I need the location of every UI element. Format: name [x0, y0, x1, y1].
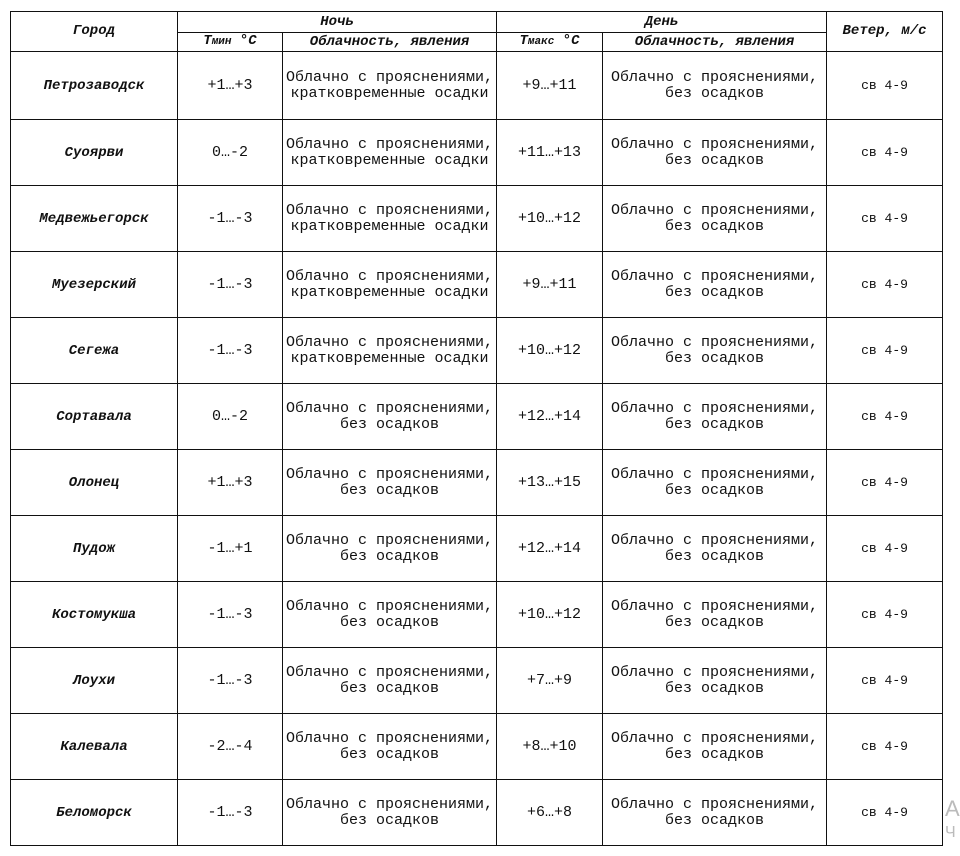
tmax-cell: +10…+12	[497, 186, 603, 252]
table-row	[11, 780, 943, 846]
tmin-cell: -1…-3	[178, 318, 283, 384]
city-cell: Калевала	[11, 714, 178, 780]
tmax-cell: +9…+11	[497, 52, 603, 120]
day-clouds-cell: Облачно с прояснениями, без осадков	[603, 582, 827, 648]
tmin-cell: -1…-3	[178, 252, 283, 318]
table-row	[11, 648, 943, 714]
wind-cell: св 4-9	[827, 120, 943, 186]
wind-cell: св 4-9	[827, 186, 943, 252]
night-clouds-cell: Облачно с прояснениями, без осадков	[283, 384, 497, 450]
header-city: Город	[11, 12, 178, 52]
wind-cell: св 4-9	[827, 318, 943, 384]
city-cell: Сегежа	[11, 318, 178, 384]
tmax-cell: +13…+15	[497, 450, 603, 516]
table-row	[11, 714, 943, 780]
table-row	[11, 252, 943, 318]
tmin-cell: -1…-3	[178, 780, 283, 846]
header-tmin: Tмин °С	[178, 33, 283, 52]
day-clouds-cell: Облачно с прояснениями, без осадков	[603, 318, 827, 384]
night-clouds-cell: Облачно с прояснениями, кратковременные осадки	[283, 318, 497, 384]
city-cell: Муезерский	[11, 252, 178, 318]
city-cell: Пудож	[11, 516, 178, 582]
tmax-cell: +10…+12	[497, 318, 603, 384]
table-row	[11, 120, 943, 186]
tmax-cell: +10…+12	[497, 582, 603, 648]
night-clouds-cell: Облачно с прояснениями, без осадков	[283, 516, 497, 582]
night-clouds-cell: Облачно с прояснениями, кратковременные осадки	[283, 186, 497, 252]
night-clouds-cell: Облачно с прояснениями, кратковременные осадки	[283, 120, 497, 186]
night-clouds-cell: Облачно с прояснениями, без осадков	[283, 582, 497, 648]
tmin-cell: -1…+1	[178, 516, 283, 582]
day-clouds-cell: Облачно с прояснениями, без осадков	[603, 516, 827, 582]
wind-cell: св 4-9	[827, 52, 943, 120]
day-clouds-cell: Облачно с прояснениями, без осадков	[603, 648, 827, 714]
night-clouds-cell: Облачно с прояснениями, кратковременные осадки	[283, 52, 497, 120]
tmax-cell: +12…+14	[497, 384, 603, 450]
day-clouds-cell: Облачно с прояснениями, без осадков	[603, 252, 827, 318]
night-clouds-cell: Облачно с прояснениями, кратковременные осадки	[283, 252, 497, 318]
tmax-cell: +11…+13	[497, 120, 603, 186]
day-clouds-cell: Облачно с прояснениями, без осадков	[603, 384, 827, 450]
night-clouds-cell: Облачно с прояснениями, без осадков	[283, 450, 497, 516]
city-cell: Олонец	[11, 450, 178, 516]
wind-cell: св 4-9	[827, 252, 943, 318]
watermark-line1: А	[945, 796, 960, 821]
header-tmax: Tмакс °С	[497, 33, 603, 52]
table-row	[11, 516, 943, 582]
wind-cell: св 4-9	[827, 384, 943, 450]
tmin-cell: -1…-3	[178, 648, 283, 714]
tmax-cell: +9…+11	[497, 252, 603, 318]
table-row	[11, 384, 943, 450]
header-day: День	[497, 12, 827, 33]
day-clouds-cell: Облачно с прояснениями, без осадков	[603, 450, 827, 516]
table-row	[11, 318, 943, 384]
city-cell: Суоярви	[11, 120, 178, 186]
city-cell: Костомукша	[11, 582, 178, 648]
tmin-cell: 0…-2	[178, 120, 283, 186]
city-cell: Лоухи	[11, 648, 178, 714]
wind-cell: св 4-9	[827, 714, 943, 780]
tmax-cell: +6…+8	[497, 780, 603, 846]
tmax-cell: +8…+10	[497, 714, 603, 780]
city-cell: Медвежьегорск	[11, 186, 178, 252]
day-clouds-cell: Облачно с прояснениями, без осадков	[603, 714, 827, 780]
table-row	[11, 582, 943, 648]
table-row	[11, 186, 943, 252]
forecast-table	[10, 11, 943, 846]
city-cell: Сортавала	[11, 384, 178, 450]
city-cell: Беломорск	[11, 780, 178, 846]
day-clouds-cell: Облачно с прояснениями, без осадков	[603, 186, 827, 252]
wind-cell: св 4-9	[827, 450, 943, 516]
table-row	[11, 52, 943, 120]
header-wind: Ветер, м/с	[827, 12, 943, 52]
tmin-cell: -1…-3	[178, 186, 283, 252]
city-cell: Петрозаводск	[11, 52, 178, 120]
day-clouds-cell: Облачно с прояснениями, без осадков	[603, 120, 827, 186]
tmin-cell: -1…-3	[178, 582, 283, 648]
wind-cell: св 4-9	[827, 648, 943, 714]
night-clouds-cell: Облачно с прояснениями, без осадков	[283, 648, 497, 714]
tmin-cell: -2…-4	[178, 714, 283, 780]
header-clouds-night: Облачность, явления	[283, 33, 497, 52]
day-clouds-cell: Облачно с прояснениями, без осадков	[603, 780, 827, 846]
tmin-cell: +1…+3	[178, 52, 283, 120]
wind-cell: св 4-9	[827, 780, 943, 846]
header-night: Ночь	[178, 12, 497, 33]
night-clouds-cell: Облачно с прояснениями, без осадков	[283, 780, 497, 846]
tmin-cell: 0…-2	[178, 384, 283, 450]
night-clouds-cell: Облачно с прояснениями, без осадков	[283, 714, 497, 780]
day-clouds-cell: Облачно с прояснениями, без осадков	[603, 52, 827, 120]
tmax-cell: +12…+14	[497, 516, 603, 582]
wind-cell: св 4-9	[827, 516, 943, 582]
table-row	[11, 450, 943, 516]
tmin-cell: +1…+3	[178, 450, 283, 516]
wind-cell: св 4-9	[827, 582, 943, 648]
watermark-line2: Ч	[945, 824, 956, 841]
tmax-cell: +7…+9	[497, 648, 603, 714]
header-clouds-day: Облачность, явления	[603, 33, 827, 52]
